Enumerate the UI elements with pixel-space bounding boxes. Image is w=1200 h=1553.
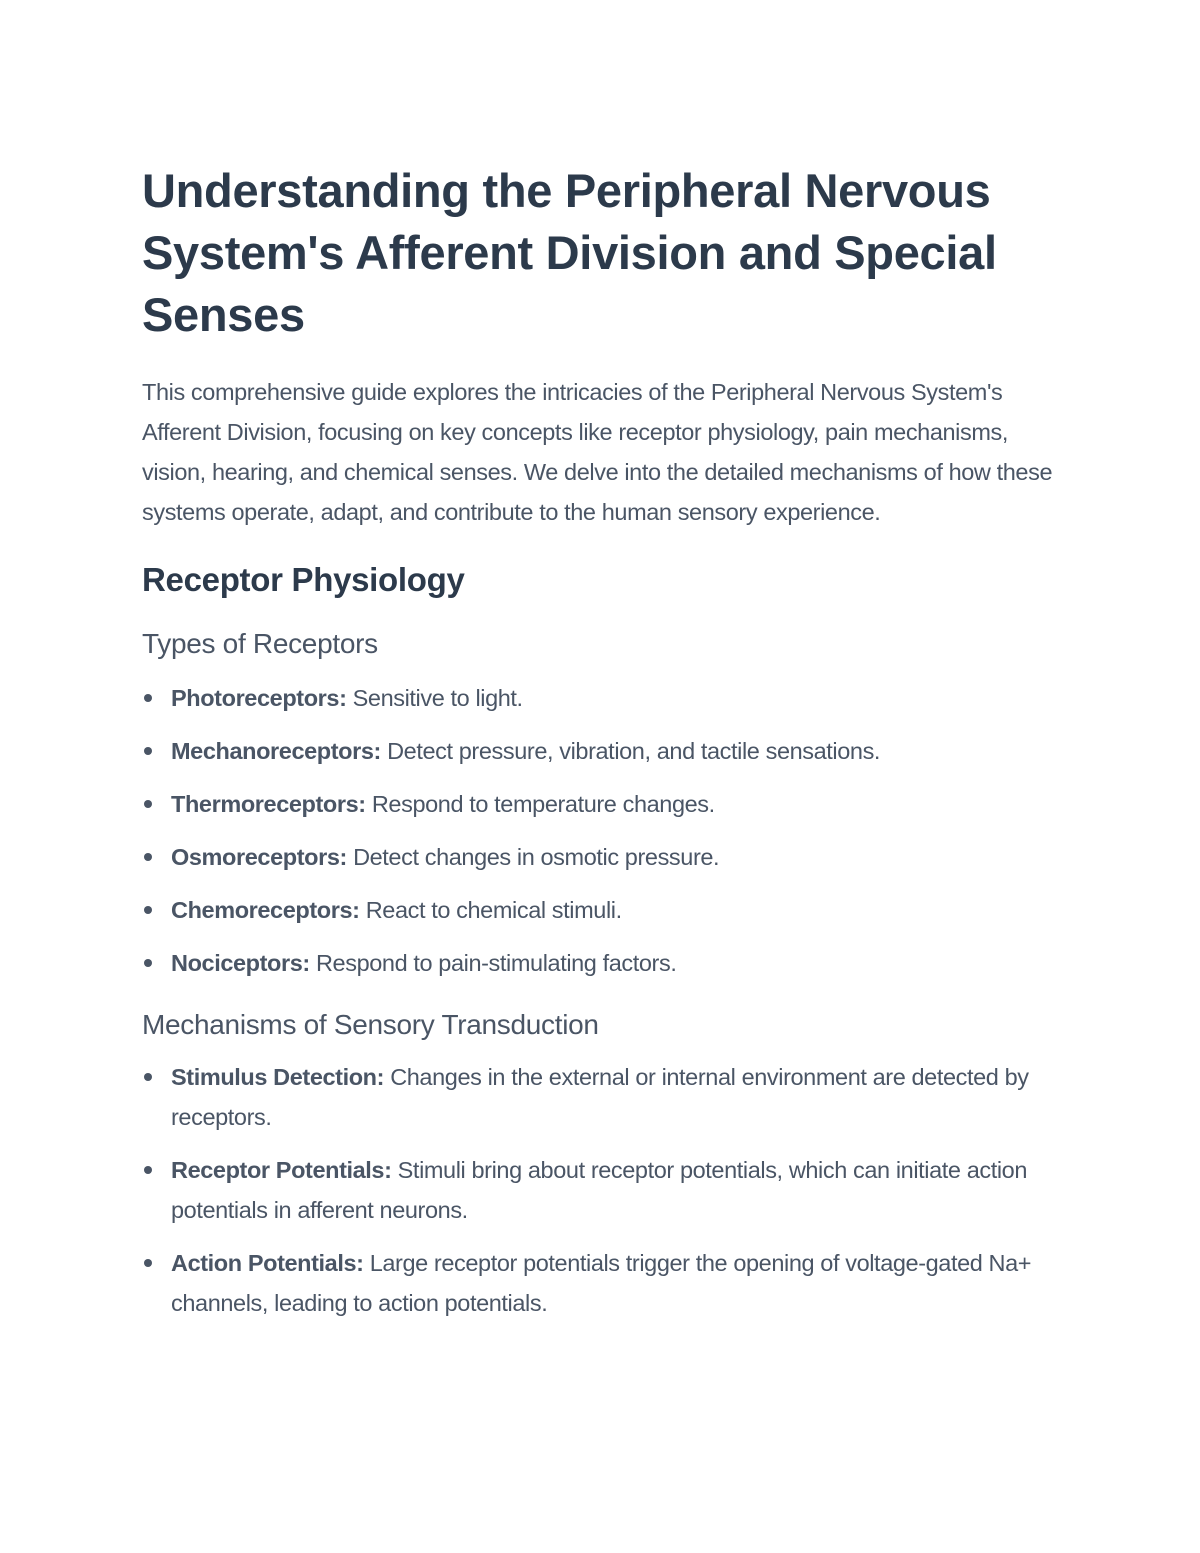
bullet-icon bbox=[144, 694, 152, 702]
list-item bbox=[142, 731, 1072, 771]
list-item bbox=[142, 784, 1072, 824]
list-item-text: React to chemical stimuli. bbox=[359, 897, 622, 923]
page-title: Understanding the Peripheral Nervous System's Afferent Division and Special Senses bbox=[142, 164, 997, 341]
list-item bbox=[142, 837, 1072, 877]
bullet-icon bbox=[144, 959, 152, 967]
subsection-heading-sensory-transduction: Mechanisms of Sensory Transduction bbox=[142, 1009, 599, 1040]
list-item-term: Receptor Potentials: bbox=[171, 1157, 392, 1183]
list-item-term: Stimulus Detection: bbox=[171, 1064, 385, 1090]
list-item bbox=[142, 1243, 1071, 1323]
receptor-types-list bbox=[142, 678, 1072, 983]
bullet-icon bbox=[144, 1166, 152, 1174]
document-page bbox=[142, 160, 1072, 1336]
bullet-icon bbox=[144, 1073, 152, 1081]
list-item-term: Photoreceptors: bbox=[171, 685, 347, 711]
list-item-term: Mechanoreceptors: bbox=[171, 738, 381, 764]
intro-paragraph: This comprehensive guide explores the intricacies of the Peripheral Nervous System's Afferent Division, focusing on key concepts like receptor physiology, pain mechanisms, vision, hearing, and chemical senses. We delve into the detailed mechanisms of how these systems operate, adapt, and contribute to the human sensory experience. bbox=[142, 379, 1053, 525]
bullet-icon bbox=[144, 906, 152, 914]
subsection-heading-types-of-receptors: Types of Receptors bbox=[142, 628, 378, 659]
section-heading-receptor-physiology: Receptor Physiology bbox=[142, 561, 465, 598]
list-item-text: Sensitive to light. bbox=[346, 685, 523, 711]
list-item-term: Thermoreceptors: bbox=[171, 791, 366, 817]
list-item-text: Respond to pain-stimulating factors. bbox=[309, 950, 677, 976]
list-item-text: Large receptor potentials trigger the opening of voltage-gated Na+ channels, leading to action potentials. bbox=[171, 1250, 1032, 1316]
bullet-icon bbox=[144, 747, 152, 755]
list-item bbox=[142, 1150, 1071, 1230]
list-item-text: Detect pressure, vibration, and tactile sensations. bbox=[380, 738, 881, 764]
list-item bbox=[142, 943, 1072, 983]
bullet-icon bbox=[144, 1259, 152, 1267]
transduction-mechanisms-list bbox=[142, 1057, 1072, 1323]
list-item bbox=[142, 678, 1072, 718]
list-item-text: Stimuli bring about receptor potentials, which can initiate action potentials in afferent neurons. bbox=[171, 1157, 1028, 1223]
list-item-term: Osmoreceptors: bbox=[171, 844, 347, 870]
list-item-text: Respond to temperature changes. bbox=[365, 791, 715, 817]
bullet-icon bbox=[144, 800, 152, 808]
list-item bbox=[142, 1057, 1071, 1137]
list-item-term: Action Potentials: bbox=[171, 1250, 364, 1276]
bullet-icon bbox=[144, 853, 152, 861]
list-item-text: Detect changes in osmotic pressure. bbox=[346, 844, 720, 870]
list-item-term: Nociceptors: bbox=[171, 950, 310, 976]
list-item-text: Changes in the external or internal environment are detected by receptors. bbox=[171, 1064, 1029, 1130]
list-item-term: Chemoreceptors: bbox=[171, 897, 360, 923]
list-item bbox=[142, 890, 1072, 930]
